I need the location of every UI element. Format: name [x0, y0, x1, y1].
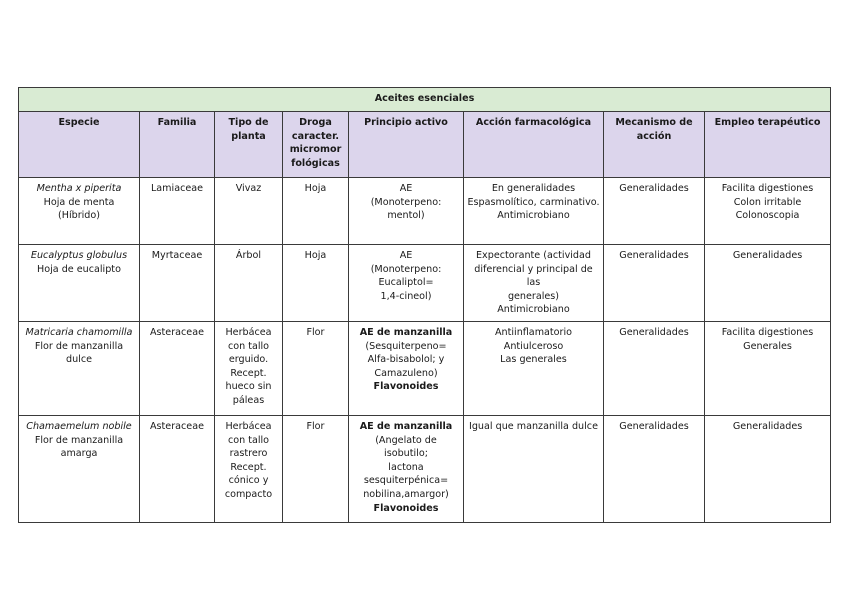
cell-especie — [19, 245, 140, 322]
plant-type-text: con tallo — [227, 340, 270, 352]
active-principle-text: lactona — [388, 461, 424, 473]
species-common: Hoja de menta — [43, 196, 115, 208]
species-common: amarga — [60, 448, 98, 460]
species-common: Flor de manzanilla — [34, 434, 124, 446]
header-especie — [19, 112, 140, 178]
mechanism-text: Generalidades — [619, 183, 689, 194]
species-name: Chamaemelum nobile — [26, 420, 132, 432]
plant-type-text: hueco sin — [225, 381, 272, 393]
active-principle-text: AE — [399, 250, 413, 261]
cell-especie — [19, 321, 140, 415]
cell-principio-activo — [349, 245, 464, 322]
drug-text: Flor — [306, 420, 325, 432]
species-name: Eucalyptus globulus — [30, 250, 128, 261]
table-row — [19, 178, 831, 245]
header-text: acción — [636, 130, 672, 142]
plant-type-text: erguido. — [228, 354, 269, 366]
header-text: Empleo terapéutico — [714, 117, 821, 128]
action-text: Antimicrobiano — [497, 210, 570, 222]
active-principle-text: AE de manzanilla — [359, 326, 453, 338]
cell-mecanismo-accion — [604, 321, 705, 415]
active-principle-text: (Monoterpeno: — [370, 263, 442, 275]
family-text: Lamiaceae — [150, 183, 204, 194]
cell-mecanismo-accion — [604, 178, 705, 245]
cell-empleo-terapeutico — [705, 178, 831, 245]
action-text: Las generales — [500, 354, 567, 366]
active-principle-text: Flavonoides — [373, 502, 439, 514]
family-text: Asteraceae — [149, 326, 204, 338]
species-common: (Híbrido) — [57, 210, 101, 222]
use-text: Generalidades — [732, 420, 803, 432]
header-text: caracter. — [291, 130, 340, 142]
header-principio-activo — [349, 112, 464, 178]
header-accion-farmacologica — [464, 112, 604, 178]
use-text: Colon irritable — [733, 196, 802, 208]
action-text: diferencial y principal de las — [474, 263, 593, 289]
plant-type-text: Recept. — [230, 367, 267, 379]
species-common: Hoja de eucalipto — [37, 263, 121, 275]
table-title: Aceites esenciales — [19, 88, 831, 112]
table-row — [19, 321, 831, 415]
plant-type-text: páleas — [232, 394, 265, 406]
cell-accion-farmacologica — [464, 245, 604, 322]
cell-familia — [140, 321, 215, 415]
cell-principio-activo — [349, 415, 464, 522]
action-text: Antiulceroso — [503, 340, 564, 352]
cell-familia — [140, 415, 215, 522]
cell-tipo-planta — [215, 321, 283, 415]
plant-type-text: Vivaz — [235, 183, 262, 194]
family-text: Myrtaceae — [151, 250, 203, 261]
plant-type-text: compacto — [224, 488, 273, 500]
cell-mecanismo-accion — [604, 245, 705, 322]
drug-text: Hoja — [304, 183, 327, 194]
use-text: Facilita digestiones — [721, 326, 814, 338]
cell-principio-activo — [349, 178, 464, 245]
active-principle-text: Camazuleno) — [374, 367, 438, 379]
active-principle-text: Flavonoides — [373, 381, 439, 393]
cell-empleo-terapeutico — [705, 321, 831, 415]
cell-droga — [283, 245, 349, 322]
header-familia — [140, 112, 215, 178]
species-common: Flor de manzanilla — [34, 340, 124, 352]
table-row — [19, 245, 831, 322]
cell-accion-farmacologica — [464, 178, 604, 245]
use-text: Generalidades — [732, 250, 803, 261]
header-text: Principio activo — [364, 117, 448, 128]
mechanism-text: Generalidades — [619, 420, 689, 432]
active-principle-text: AE — [399, 183, 413, 194]
action-text: Antiinflamatorio — [494, 326, 573, 338]
active-principle-text: mentol) — [387, 210, 425, 222]
cell-tipo-planta — [215, 415, 283, 522]
header-empleo-terapeutico — [705, 112, 831, 178]
mechanism-text: Generalidades — [619, 326, 689, 338]
active-principle-text: (Monoterpeno: — [370, 196, 442, 208]
cell-empleo-terapeutico — [705, 415, 831, 522]
active-principle-text: (Sesquiterpeno= — [365, 340, 447, 352]
cell-mecanismo-accion — [604, 415, 705, 522]
family-text: Asteraceae — [149, 420, 204, 432]
plant-type-text: con tallo — [227, 434, 270, 446]
species-name: Matricaria chamomilla — [25, 326, 133, 338]
use-text: Facilita digestiones — [721, 183, 814, 194]
active-principle-text: sesquiterpénica= — [363, 475, 449, 487]
header-text: Familia — [157, 117, 197, 128]
cell-droga — [283, 415, 349, 522]
drug-text: Hoja — [304, 250, 327, 261]
use-text: Colonoscopia — [735, 210, 800, 222]
header-mecanismo-accion — [604, 112, 705, 178]
species-name: Mentha x piperita — [36, 183, 122, 194]
header-text: Mecanismo de — [615, 117, 693, 128]
plant-type-text: rastrero — [229, 448, 268, 460]
cell-accion-farmacologica — [464, 415, 604, 522]
header-text: Especie — [58, 117, 100, 128]
action-text: Expectorante (actividad — [476, 250, 591, 261]
cell-principio-activo — [349, 321, 464, 415]
active-principle-text: (Angelato de isobutilo; — [375, 434, 437, 460]
cell-droga — [283, 178, 349, 245]
action-text: Espasmolítico, carminativo. — [467, 196, 600, 208]
species-common: dulce — [65, 354, 92, 366]
plant-type-text: Recept. — [230, 461, 267, 473]
action-text: En generalidades — [491, 183, 576, 194]
plant-type-text: Herbácea — [225, 420, 272, 432]
active-principle-text: Alfa-bisabolol; y — [367, 354, 445, 366]
plant-type-text: Herbácea — [225, 326, 272, 338]
header-row — [19, 112, 831, 178]
action-text: Antimicrobiano — [497, 304, 570, 316]
table-row — [19, 415, 831, 522]
header-text: Tipo de — [228, 117, 269, 128]
plant-type-text: cónico y — [228, 475, 269, 487]
cell-especie — [19, 415, 140, 522]
cell-familia — [140, 245, 215, 322]
use-text: Generales — [743, 340, 792, 352]
header-text: micromor — [289, 144, 342, 156]
aceites-table — [18, 87, 831, 523]
active-principle-text: nobilina,amargor) — [363, 488, 449, 500]
mechanism-text: Generalidades — [619, 250, 689, 261]
cell-tipo-planta — [215, 245, 283, 322]
cell-accion-farmacologica — [464, 321, 604, 415]
active-principle-text: Eucaliptol= — [378, 277, 434, 289]
drug-text: Flor — [306, 326, 325, 338]
cell-tipo-planta — [215, 178, 283, 245]
active-principle-text: AE de manzanilla — [359, 420, 453, 432]
plant-type-text: Árbol — [235, 250, 262, 261]
header-text: fológicas — [291, 157, 340, 169]
header-tipo-planta — [215, 112, 283, 178]
header-text: Droga — [299, 117, 332, 128]
active-principle-text: 1,4-cineol) — [380, 290, 432, 302]
header-droga — [283, 112, 349, 178]
header-text: planta — [231, 130, 266, 142]
cell-droga — [283, 321, 349, 415]
action-text: Igual que manzanilla dulce — [469, 420, 598, 432]
cell-especie — [19, 178, 140, 245]
action-text: generales) — [507, 290, 560, 302]
header-text: Acción farmacológica — [475, 117, 592, 128]
cell-empleo-terapeutico — [705, 245, 831, 322]
cell-familia — [140, 178, 215, 245]
